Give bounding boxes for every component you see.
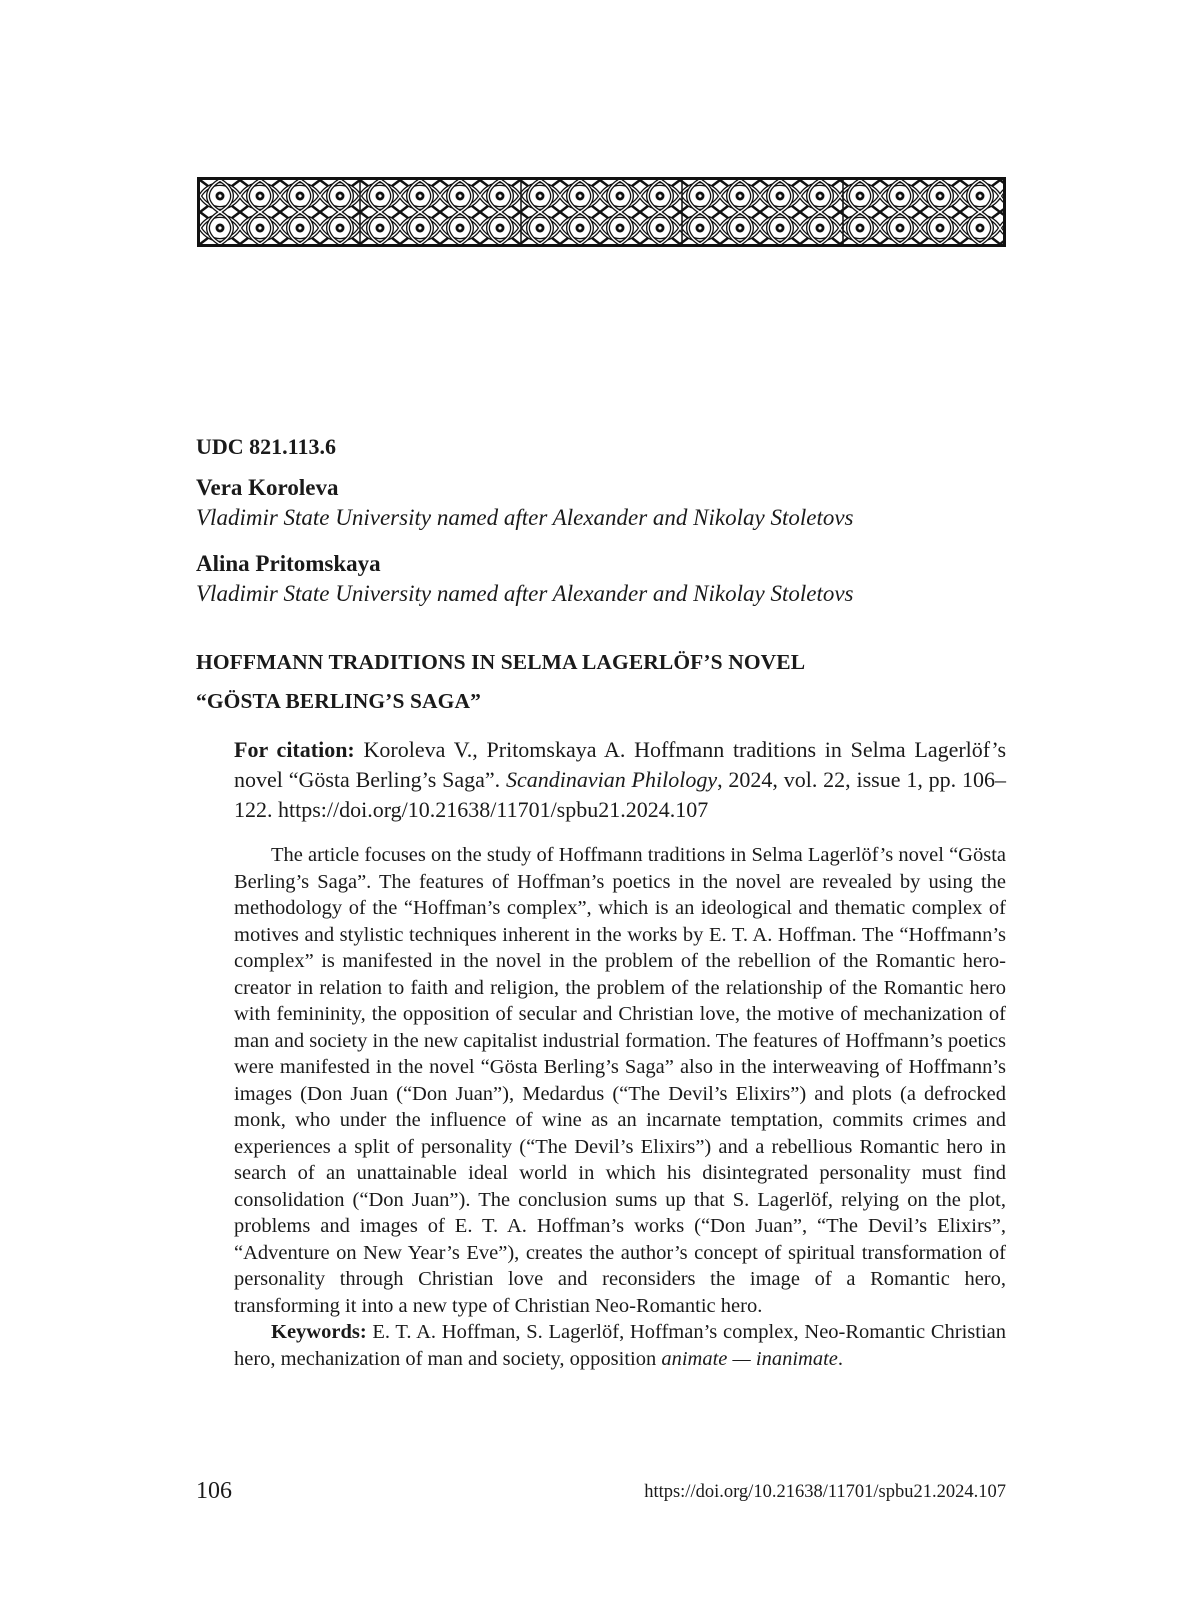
abstract-text: The article focuses on the study of Hoffmann traditions in Selma Lagerlöf’s novel “Gösta Berling’s Saga”. The features of Hoffman’s poetics in the novel are revealed by using the methodology of the “Hoffman’s complex”, which is an ideological and thematic complex of motives and stylistic techniques inherent in the works by E. T. A. Hoffman. The “Hoffmann’s complex” is manifested in the novel in the problem of the rebellion of the Romantic hero-creator in relation to faith and religion, the problem of the relationship of the Romantic hero with femininity, the opposition of secular and Christian love, the motive of mechanization of man and society in the new capitalist industrial formation. The features of Hoffmann’s poetics were manifested in the novel “Gösta Berling’s Saga” also in the interweaving of Hoffmann’s images (Don Juan (“Don Juan”), Medardus (“The Devil’s Elixirs”) and plots (a defrocked monk, who under the influence of wine as an incarnate temptation, commits crimes and experiences a split of personality (“The Devil’s Elixirs”) and a rebellious Romantic hero in search of an unattainable ideal world in which his disintegrated personality must find consolidation (“Don Juan”). The conclusion sums up that S. Lagerlöf, relying on the plot, problems and images of E. T. A. Hoffman’s works (“Don Juan”, “The Devil’s Elixirs”, “Adventure on New Year’s Eve”), creates the author’s concept of spiritual transformation of personality through Christian love and reconsiders the image of a Romantic hero, transforming it into a new type of Christian Neo-Romantic hero. [234, 844, 1006, 1317]
celtic-knotwork-ornament [197, 177, 1006, 247]
knotwork-pattern-icon [200, 180, 1003, 244]
page-number: 106 [196, 1478, 232, 1504]
author-name: Vera Koroleva [196, 475, 339, 500]
author-affiliation: Vladimir State University named after Alexander and Nikolay Stoletovs [196, 505, 854, 530]
title-line-2: “GÖSTA BERLING’S SAGA” [196, 689, 481, 713]
keywords-text: E. T. A. Hoffman, S. Lagerlöf, Hoffman’s complex, Neo-Romantic Christian hero, mechanization of man and society, opposition [234, 1321, 1006, 1370]
author-block-2 [196, 549, 854, 609]
author-name: Alina Pritomskaya [196, 551, 381, 576]
keywords-label: Keywords: [271, 1321, 367, 1343]
author-block-1 [196, 473, 854, 533]
citation-text: Koroleva V., Pritomskaya A. Hoffmann traditions in Selma Lagerlöf’s novel “Gösta Berling’s Saga”. [234, 737, 1007, 792]
udc-code: UDC 821.113.6 [196, 434, 336, 459]
article-title [196, 643, 805, 721]
author-affiliation: Vladimir State University named after Alexander and Nikolay Stoletovs [196, 581, 854, 606]
citation-label: For citation: [234, 737, 355, 762]
keywords-end: . [837, 1347, 843, 1370]
title-line-1: HOFFMANN TRADITIONS IN SELMA LAGERLÖF’S NOVEL [196, 650, 806, 674]
keywords [234, 1319, 1006, 1372]
citation-block [234, 735, 1006, 825]
footer-doi-link[interactable]: https://doi.org/10.21638/11701/spbu21.2024.107 [644, 1482, 1006, 1502]
keywords-italic: animate — inanimate [661, 1347, 838, 1370]
citation-journal: Scandinavian Philology [505, 767, 718, 792]
abstract-block [234, 842, 1006, 1372]
citation-details: , 2024, vol. 22, issue 1, pp. 106–122. https://doi.org/10.21638/11701/spbu21.2024.107 [234, 767, 1006, 822]
